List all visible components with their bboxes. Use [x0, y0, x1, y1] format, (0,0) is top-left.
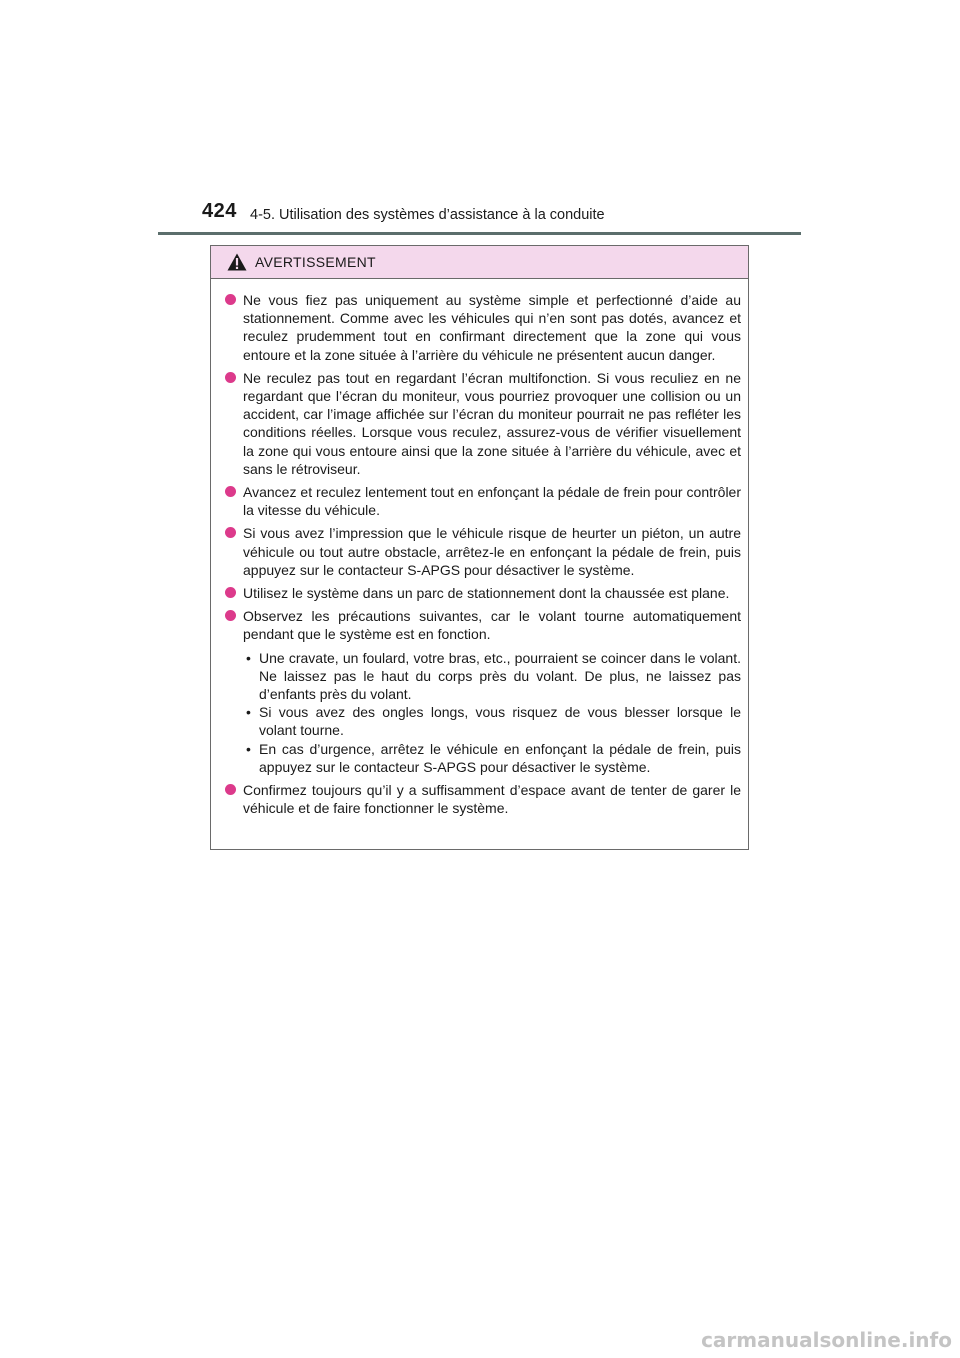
section-title: 4-5. Utilisation des systèmes d’assistance à la conduite — [250, 207, 605, 223]
warning-title: AVERTISSEMENT — [255, 254, 376, 270]
warning-item-text: Utilisez le système dans un parc de stationnement dont la chaussée est plane. — [243, 585, 730, 602]
warning-item-text: Ne vous fiez pas uniquement au système simple et perfectionné d’aide au stationnement. Comme avec les véhicules qui n’en sont pas dotés, avancez et reculez prudemment tout en confirmant directement que la zone qui vous entoure et la zone située à l’arrière du véhicule ne présentent aucun danger. — [243, 292, 741, 363]
bullet-dot-icon — [225, 372, 236, 383]
warning-item — [223, 584, 741, 602]
warning-item — [223, 607, 741, 776]
sub-bullet-mark: • — [246, 649, 251, 666]
bullet-dot-icon — [225, 527, 236, 538]
warning-item — [223, 524, 741, 579]
sub-bullet-mark: • — [246, 704, 251, 721]
sub-list-item-text: En cas d’urgence, arrêtez le véhicule en enfonçant la pédale de frein, puis appuyez sur le contacteur S-APGS pour désactiver le système. — [259, 740, 741, 775]
sub-list-item — [243, 703, 741, 739]
warning-item-text: Si vous avez l’impression que le véhicule risque de heurter un piéton, un autre véhicule ou tout autre obstacle, arrêtez-le en enfonçant la pédale de frein, puis appuyez sur le contacteur S-APGS pour désactiver le système. — [243, 525, 741, 578]
bullet-dot-icon — [225, 587, 236, 598]
warning-item-text: Confirmez toujours qu’il y a suffisamment d’espace avant de tenter de garer le véhicule et de faire fonctionner le système. — [243, 782, 741, 817]
warning-item-text: Observez les précautions suivantes, car le volant tourne automatiquement pendant que le système est en fonction. — [243, 608, 741, 643]
warning-item-text: Avancez et reculez lentement tout en enfonçant la pédale de frein pour contrôler la vitesse du véhicule. — [243, 484, 741, 519]
warning-item — [223, 781, 741, 817]
warning-item — [223, 291, 741, 364]
bullet-dot-icon — [225, 784, 236, 795]
page-number: 424 — [202, 200, 237, 222]
bullet-dot-icon — [225, 486, 236, 497]
sub-list-item — [243, 740, 741, 776]
warning-box — [210, 245, 749, 850]
watermark-logo: carmanualsonline.info — [701, 1328, 952, 1352]
warning-body — [211, 279, 748, 817]
warning-item-text: Ne reculez pas tout en regardant l’écran multifonction. Si vous reculiez en ne regardant que l’écran du moniteur, vous pourriez provoquer une collision ou un accident, car l’image affichée sur l’écran du moniteur pourrait ne pas refléter les conditions réelles. Lorsque vous reculez, assurez-vous de vérifier visuellement la zone qui vous entoure ainsi que la zone située à l’arrière du véhicule, avec et sans le rétroviseur. — [243, 369, 741, 477]
warning-triangle-icon — [227, 253, 247, 276]
warning-item — [223, 369, 741, 478]
sub-list — [243, 649, 741, 776]
header-rule — [158, 232, 801, 235]
warning-header — [211, 246, 748, 279]
sub-list-item-text: Une cravate, un foulard, votre bras, etc., pourraient se coincer dans le volant. Ne laissez pas le haut du corps près du volant. De plus, ne laissez pas d’enfants près du volant. — [259, 649, 741, 703]
bullet-dot-icon — [225, 610, 236, 621]
bullet-dot-icon — [225, 294, 236, 305]
sub-list-item-text: Si vous avez des ongles longs, vous risquez de vous blesser lorsque le volant tourne. — [259, 704, 741, 739]
sub-bullet-mark: • — [246, 740, 251, 757]
sub-list-item — [243, 649, 741, 704]
warning-item — [223, 483, 741, 519]
